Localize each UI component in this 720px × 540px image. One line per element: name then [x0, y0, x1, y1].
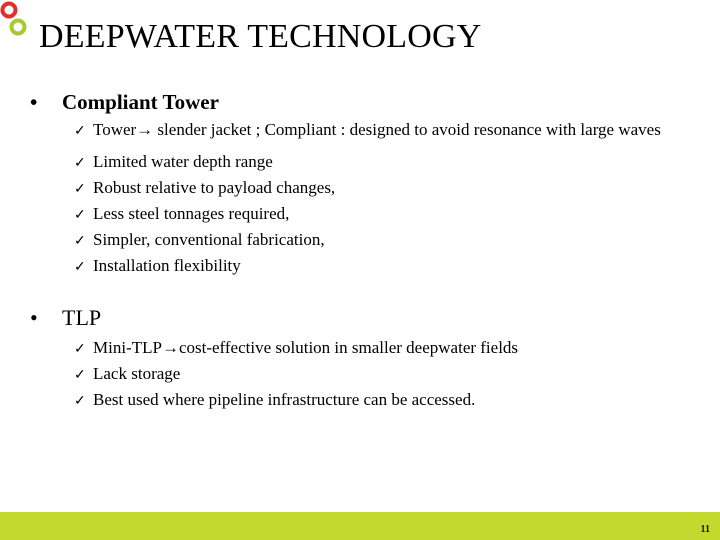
checkmark-icon: ✓	[74, 234, 86, 249]
checkmark-icon: ✓	[74, 124, 86, 139]
list-item	[74, 120, 710, 144]
heading-label: TLP	[62, 305, 102, 330]
section-heading	[30, 89, 710, 115]
footer-band	[0, 512, 720, 540]
list-item	[74, 176, 710, 202]
list-item-text: Lack storage	[93, 364, 181, 383]
section-compliant-tower	[30, 89, 710, 280]
list-item-text: Tower→ slender jacket ; Compliant : designed to avoid resonance with large waves	[93, 120, 661, 139]
list-item	[74, 336, 710, 362]
checkmark-icon: ✓	[74, 260, 86, 275]
list-item	[74, 202, 710, 228]
bullet-icon: •	[30, 305, 38, 330]
section-heading	[30, 305, 710, 331]
list-item	[74, 228, 710, 254]
heading-label: Compliant Tower	[62, 90, 219, 114]
checkmark-icon: ✓	[74, 182, 86, 197]
list-item	[74, 254, 710, 280]
logo-icon	[0, 0, 36, 40]
list-item-text: Installation flexibility	[93, 256, 241, 275]
checklist	[30, 120, 710, 280]
list-item	[74, 362, 710, 388]
list-item-text: Simpler, conventional fabrication,	[93, 230, 325, 249]
list-item-text: Mini-TLP→cost-effective solution in smaller deepwater fields	[93, 338, 519, 357]
checkmark-icon: ✓	[74, 368, 86, 383]
section-tlp	[30, 305, 710, 414]
checkmark-icon: ✓	[74, 342, 86, 357]
list-item	[74, 150, 710, 176]
checkmark-icon: ✓	[74, 156, 86, 171]
checklist	[30, 336, 710, 414]
list-item	[74, 388, 710, 414]
list-item-text: Best used where pipeline infrastructure can be accessed.	[93, 390, 476, 409]
checkmark-icon: ✓	[74, 208, 86, 223]
list-item-text: Less steel tonnages required,	[93, 204, 290, 223]
slide-title: DEEPWATER TECHNOLOGY	[39, 18, 482, 55]
list-item-text: Limited water depth range	[93, 152, 273, 171]
bullet-icon: •	[30, 90, 38, 114]
checkmark-icon: ✓	[74, 394, 86, 409]
page-number: 11	[700, 524, 710, 535]
list-item-text: Robust relative to payload changes,	[93, 178, 336, 197]
